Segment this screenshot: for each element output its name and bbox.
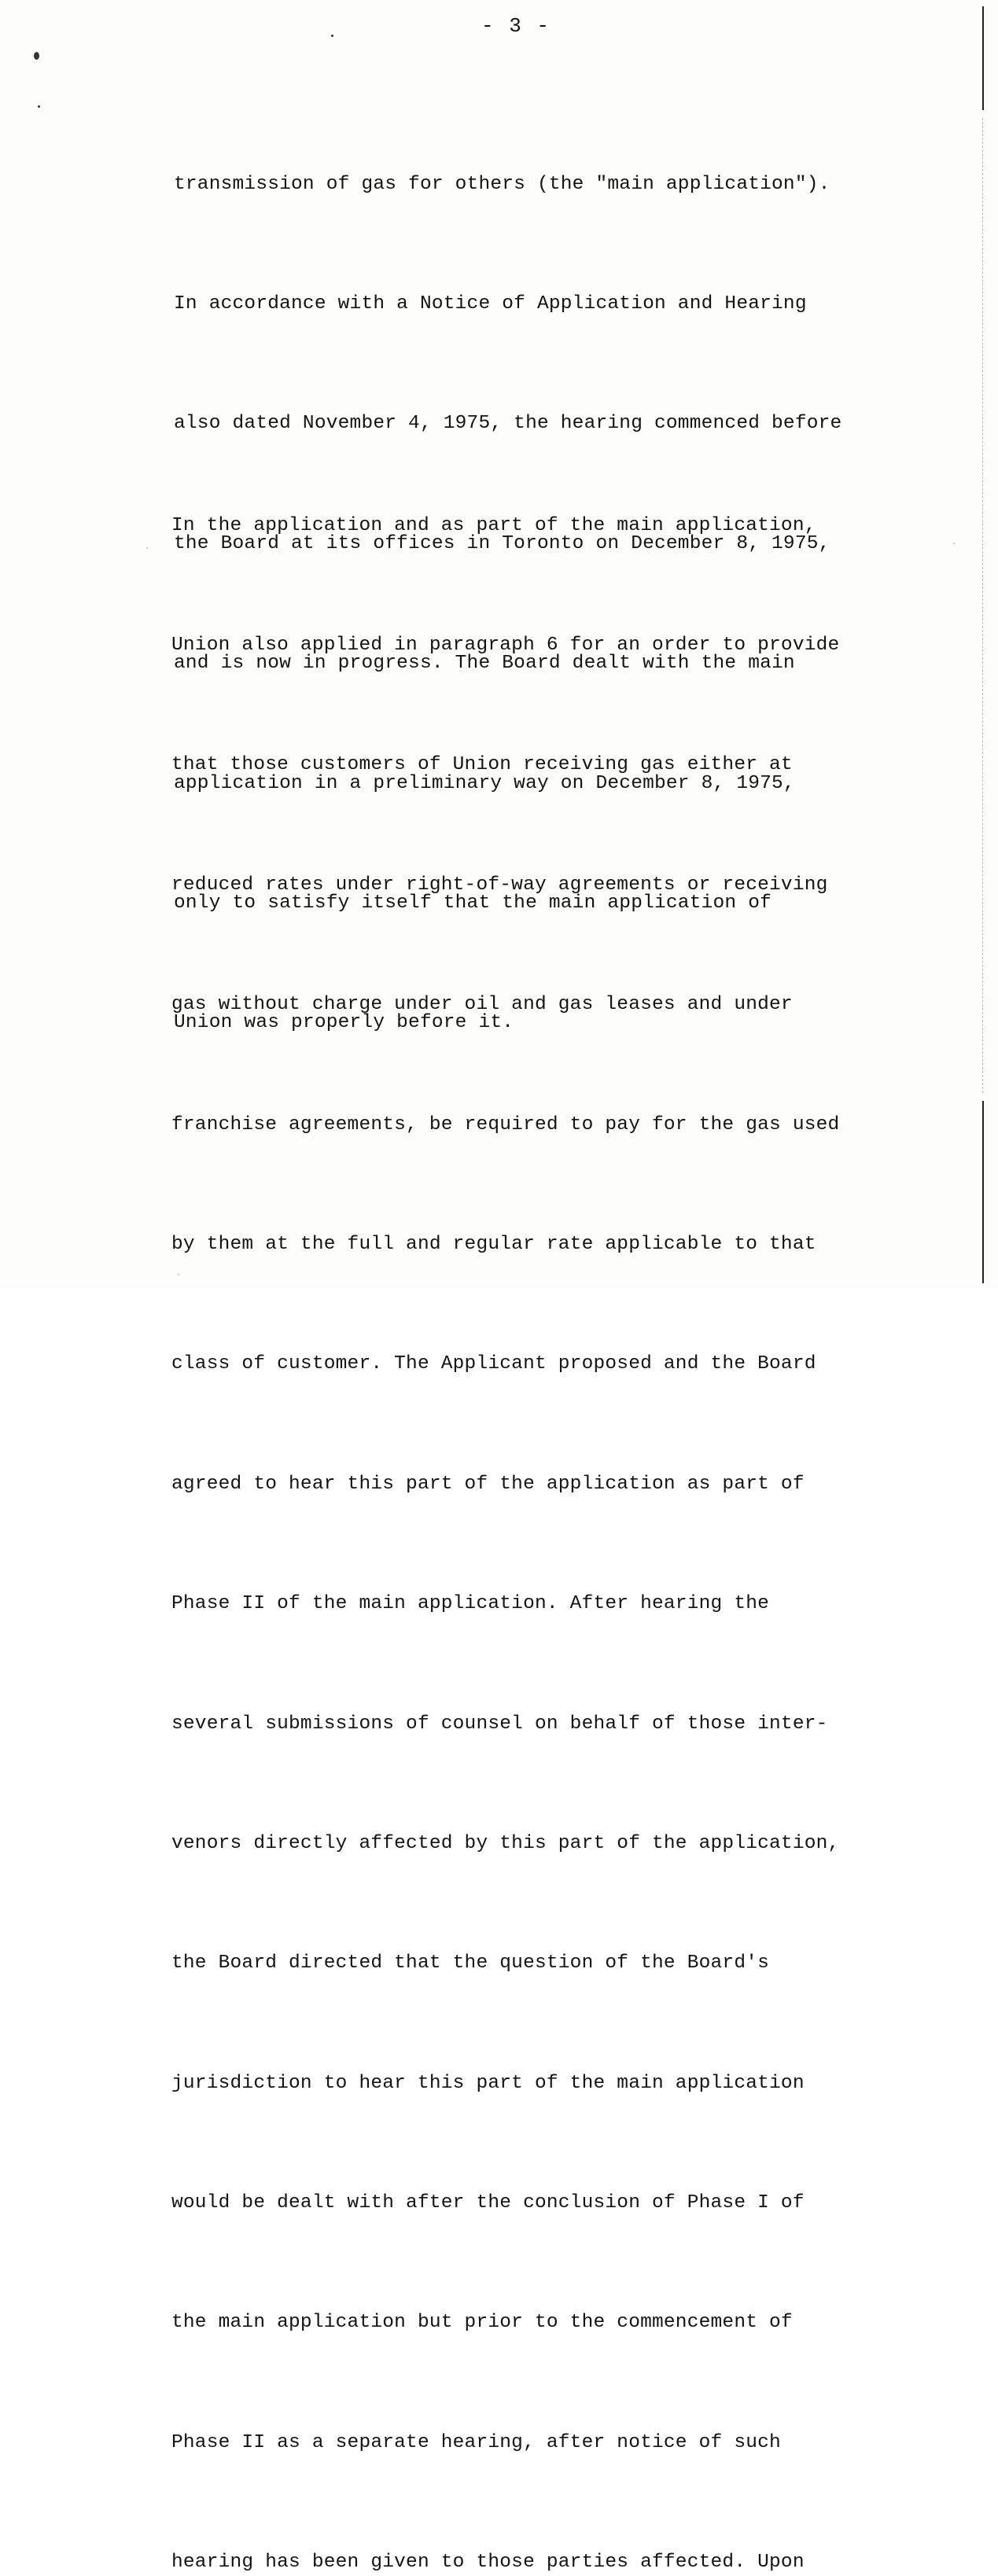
- text-line: also dated November 4, 1975, the hearing commenced before: [174, 413, 842, 435]
- text-line: the Board directed that the question of the Board's: [171, 1952, 770, 1974]
- text-line: Phase II as a separate hearing, after notice of such: [171, 2431, 781, 2453]
- text-line: In accordance with a Notice of Application and Hearing: [174, 293, 807, 315]
- text-line: Phase II of the main application. After hearing the: [171, 1593, 770, 1615]
- text-line: that those customers of Union receiving gas either at: [171, 754, 793, 776]
- text-line: several submissions of counsel on behalf of those inter-: [171, 1713, 828, 1735]
- text-line: venors directly affected by this part of the application,: [171, 1832, 840, 1854]
- text-line: application in a preliminary way on December 8, 1975,: [174, 772, 795, 794]
- text-line: franchise agreements, be required to pay for the gas used: [171, 1113, 840, 1135]
- scan-edge-line: [982, 6, 984, 110]
- paragraph-2: [171, 426, 839, 2576]
- text-line: transmission of gas for others (the "main application").: [174, 173, 830, 195]
- text-line: Union also applied in paragraph 6 for an order to provide: [171, 634, 840, 656]
- page-number: - 3 -: [481, 14, 551, 38]
- scan-speck: [953, 543, 955, 544]
- text-line: the main application but prior to the commencement of: [171, 2312, 793, 2334]
- text-line: would be dealt with after the conclusion of Phase I of: [171, 2192, 805, 2214]
- scan-edge-dashes: [982, 118, 984, 1093]
- scan-speck: [34, 52, 39, 60]
- text-line: class of customer. The Applicant proposed and the Board: [171, 1353, 816, 1375]
- text-line: reduced rates under right-of-way agreements or receiving: [171, 874, 828, 896]
- text-line: Union was properly before it.: [174, 1012, 514, 1034]
- text-line: by them at the full and regular rate applicable to that: [171, 1233, 816, 1255]
- text-line: hearing has been given to those parties affected. Upon: [171, 2552, 805, 2574]
- text-line: agreed to hear this part of the application as part of: [171, 1473, 805, 1495]
- text-line: jurisdiction to hear this part of the main application: [171, 2072, 805, 2094]
- scan-speck: [38, 105, 40, 108]
- scan-edge-line: [982, 1101, 984, 1283]
- text-line: gas without charge under oil and gas leases and under: [171, 994, 793, 1016]
- text-line: the Board at its offices in Toronto on December 8, 1975,: [174, 532, 830, 554]
- text-line: and is now in progress. The Board dealt with the main: [174, 653, 795, 675]
- scan-speck: [331, 35, 333, 37]
- text-line: only to satisfy itself that the main application of: [174, 892, 772, 914]
- scan-speck: [146, 547, 148, 549]
- text-line: In the application and as part of the main application,: [171, 514, 816, 536]
- scan-speck: [178, 1274, 179, 1275]
